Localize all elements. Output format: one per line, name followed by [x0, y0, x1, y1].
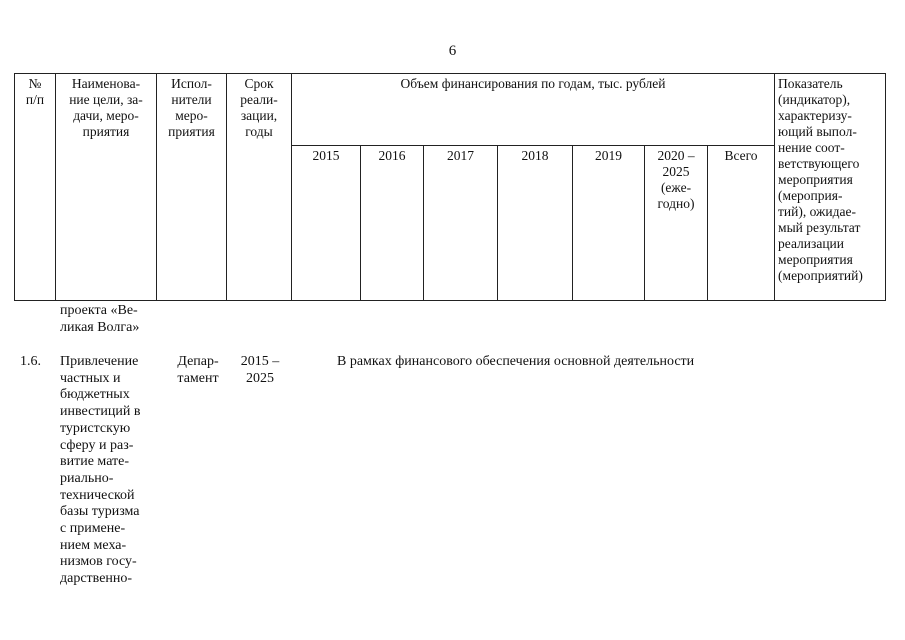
header-table [14, 73, 886, 301]
row-funding-note: В рамках финансового обеспечения основной деятельности [337, 354, 695, 369]
header-year-2020-2025: 2020 – 2025 (еже- годно) [645, 146, 708, 301]
header-total: Всего [708, 146, 775, 301]
header-term: Срок реали- зации, годы [227, 74, 292, 301]
header-name: Наименова- ние цели, за- дачи, меро- приятия [56, 74, 157, 301]
header-indicator: Показатель (индикатор), характеризу- ющий выпол- нение соот- ветствующего мероприятия (мероприя- тий), ожидае- мый результат реализации мероприятия (мероприятий) [775, 74, 886, 301]
header-number: № п/п [15, 74, 56, 301]
header-year-2018: 2018 [498, 146, 573, 301]
continuation-text: проекта «Ве- ликая Волга» [60, 303, 140, 335]
header-year-2016: 2016 [361, 146, 424, 301]
header-year-2015: 2015 [292, 146, 361, 301]
row-executor: Депар- тамент [177, 354, 219, 386]
page-number: 6 [448, 43, 457, 59]
row-name: Привлечение частных и бюджетных инвестиций в туристскую сферу и раз- витие мате- риально- технической базы туризма с примене- нием меха- низмов госу- дарственно- [60, 354, 141, 587]
header-funding: Объем финансирования по годам, тыс. рублей [292, 74, 775, 146]
header-executor: Испол- нители меро- приятия [157, 74, 227, 301]
row-number: 1.6. [20, 354, 41, 369]
header-year-2019: 2019 [573, 146, 645, 301]
header-year-2017: 2017 [424, 146, 498, 301]
row-term: 2015 – 2025 [240, 354, 280, 386]
